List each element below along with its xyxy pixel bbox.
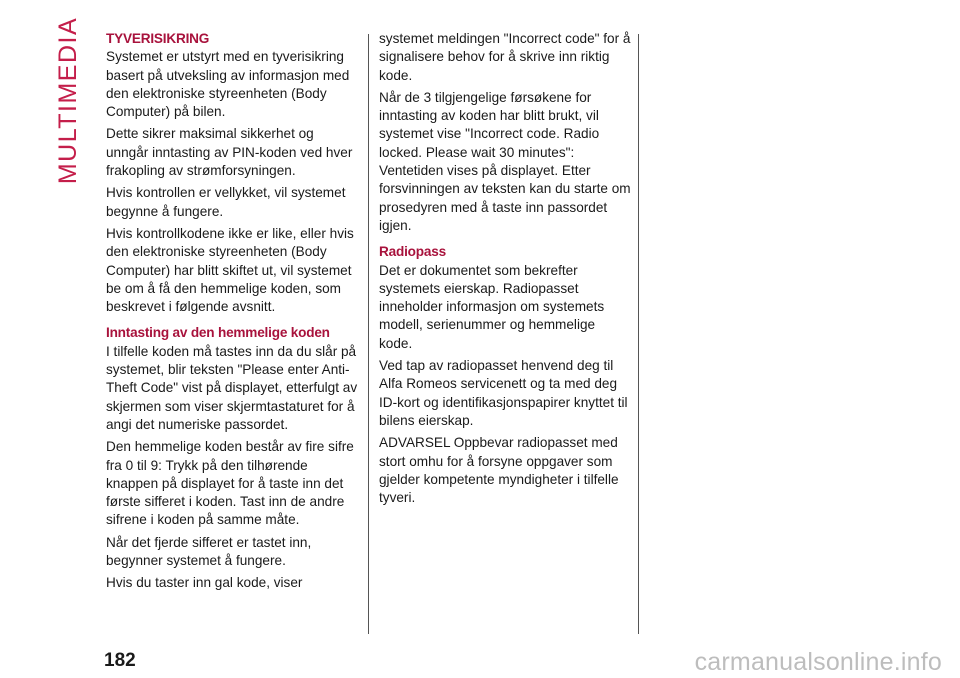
paragraph: Hvis du taster inn gal kode, viser xyxy=(106,575,303,591)
paragraph: Når de 3 tilgjengelige førsøkene for inntasting av koden har blitt brukt, vil systemet vise "Incorrect code. Radio locked. Please wait 30 minutes": Ventetiden vises på displayet. Etter forsvinningen av teksten kan du starte om prosedyren med å taste inn passordet igjen. xyxy=(379,89,631,233)
paragraph: Ved tap av radiopasset henvend deg til Alfa Romeos servicenett og ta med deg ID-kort og identifikasjonspapirer knyttet til bilens eierskap. xyxy=(379,358,628,428)
heading-radiopass: Radiopass xyxy=(379,244,446,260)
column-divider xyxy=(368,34,369,634)
paragraph: Dette sikrer maksimal sikkerhet og unngår inntasting av PIN-koden ved hver frakopling av strømforsyningen. xyxy=(106,126,353,179)
paragraph: Når det fjerde sifferet er tastet inn, begynner systemet å fungere. xyxy=(106,534,312,569)
right-column xyxy=(379,30,631,511)
watermark: carmanualsonline.info xyxy=(694,648,942,676)
paragraph: Hvis kontrollen er vellykket, vil systemet begynne å fungere. xyxy=(106,185,346,219)
paragraph: systemet meldingen "Incorrect code" for å signalisere behov for å skrive inn riktig kode. xyxy=(379,31,631,83)
page-number: 182 xyxy=(104,650,136,671)
column-divider xyxy=(638,34,639,634)
paragraph: Den hemmelige koden består av fire sifre fra 0 til 9: Trykk på den tilhørende knappen på displayet for å taste inn det første sifferet i koden. Tast inn de andre sifrene i koden på samme måte. xyxy=(106,439,354,528)
section-label: MULTIMEDIA xyxy=(54,16,83,184)
paragraph: Hvis kontrollkodene ikke er like, eller hvis den elektroniske styreenheten (Body Computer) har blitt skiftet ut, vil systemet be om å få den hemmelige koden, som beskrevet i følgende avsnitt. xyxy=(106,225,354,315)
paragraph: Det er dokumentet som bekrefter systemets eierskap. Radiopasset inneholder informasjon om systemets modell, serienummer og hemmelige kode. xyxy=(379,262,605,351)
paragraph: I tilfelle koden må tastes inn da du slår på systemet, blir teksten "Please enter Anti-Theft Code" vist på displayet, etterfulgt av skjermen som viser skjermtastaturet for å angi det numeriske passordet. xyxy=(106,343,358,432)
heading-secret-code: Inntasting av den hemmelige koden xyxy=(106,325,330,341)
paragraph: Systemet er utstyrt med en tyverisikring basert på utveksling av informasjon med den elektroniske styreenheten (Body Computer) på bilen. xyxy=(106,49,350,120)
left-column xyxy=(106,30,358,597)
heading-anti-theft: TYVERISIKRING xyxy=(106,31,210,46)
paragraph: ADVARSEL Oppbevar radiopasset med stort omhu for å forsyne oppgaver som gjelder kompetente myndigheter i tilfelle tyveri. xyxy=(379,435,619,506)
